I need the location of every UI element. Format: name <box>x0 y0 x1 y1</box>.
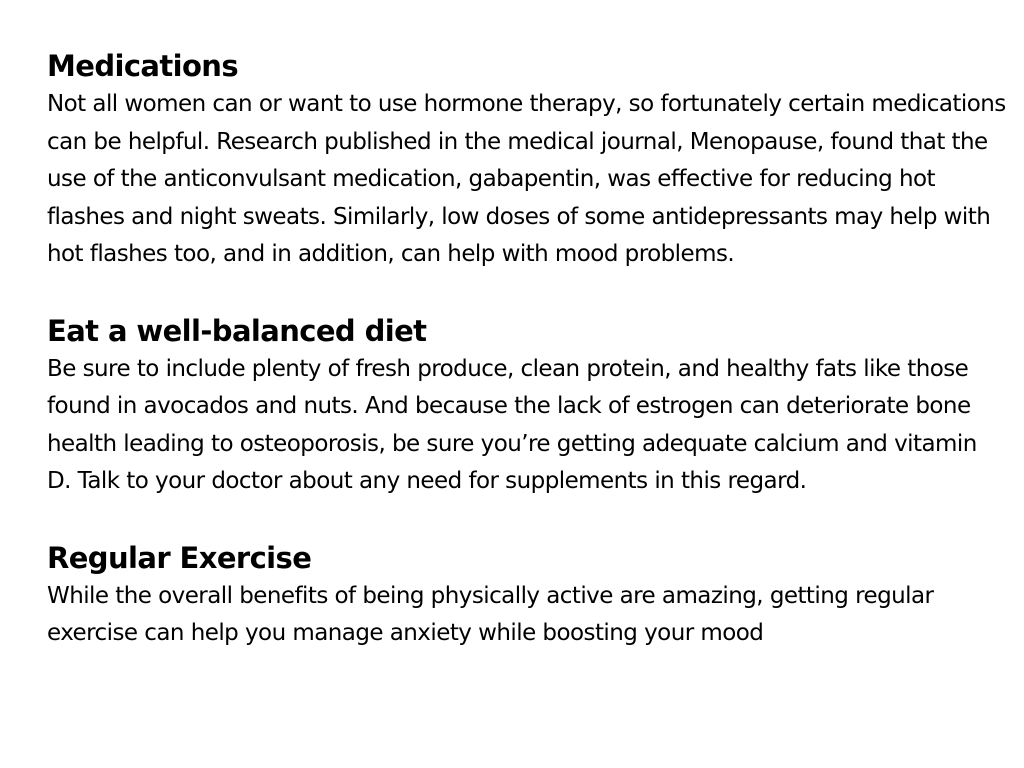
section-diet <box>47 311 1007 501</box>
section-heading: Eat a well-balanced diet <box>47 313 427 348</box>
section-paragraph: Not all women can or want to use hormone therapy, so fortunately certain medications can be helpful. Research published in the medical journal, Menopause, found that the use of the anticonvulsant medication, gabapentin, was effective for reducing hot flashes and night sweats. Similarly, low doses of some antidepressants may help with hot flashes too, and in addition, can help with mood problems. <box>47 91 1006 267</box>
section-paragraph: While the overall benefits of being physically active are amazing, getting regular exercise can help you manage anxiety while boosting your mood <box>47 582 934 646</box>
slide-content <box>47 46 1007 690</box>
section-exercise <box>47 538 1007 653</box>
section-medications <box>47 46 1007 274</box>
section-heading: Medications <box>47 49 239 83</box>
section-paragraph: Be sure to include plenty of fresh produce, clean protein, and healthy fats like those found in avocados and nuts. And because the lack of estrogen can deteriorate bone health leading to osteoporosis, be sure you’re getting adequate calcium and vitamin D. Talk to your doctor about any need for supplements in this regard. <box>47 355 977 494</box>
section-heading: Regular Exercise <box>47 540 312 575</box>
